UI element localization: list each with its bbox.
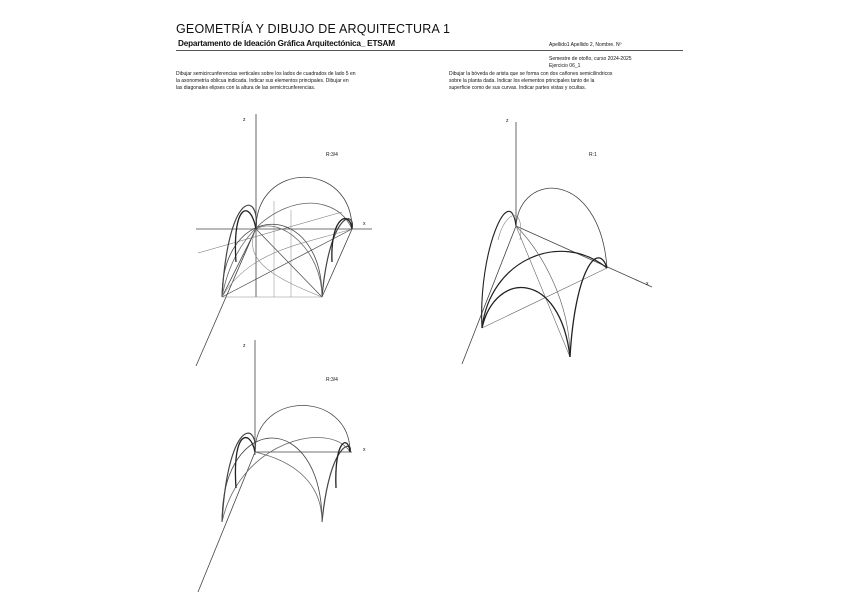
vault-diagonal bbox=[482, 268, 607, 328]
axis-z-label: z bbox=[243, 117, 246, 123]
axis-x-label: x bbox=[646, 281, 649, 287]
diagonal-ellipse bbox=[255, 452, 322, 522]
barrel-vault-back bbox=[516, 188, 607, 268]
construction-line bbox=[198, 212, 342, 253]
axis-oblique bbox=[198, 452, 255, 592]
student-name-field: Apellido1 Apellido 2, Nombre. Nº bbox=[549, 42, 622, 48]
figure-groin-vault bbox=[462, 122, 652, 364]
scale-ratio-label: R:3/4 bbox=[326, 152, 338, 158]
diagonal-ellipse bbox=[222, 438, 350, 522]
semicircle-left-small bbox=[235, 211, 256, 262]
axis-oblique bbox=[462, 226, 516, 364]
exercise-number: Ejercicio 06_1 bbox=[549, 63, 581, 69]
semicircle-front bbox=[222, 224, 322, 297]
vault-diagonal bbox=[516, 226, 570, 357]
groin-curve bbox=[482, 251, 607, 328]
instruction-line: la axonometría oblicua indicada. Indicar sus elementos principales. Dibujar en bbox=[176, 78, 349, 85]
figure-semicircles-axonometric bbox=[196, 114, 372, 366]
instruction-line: Dibujar semicircunferencias verticales sobre los lados de cuadrados de lado 5 en bbox=[176, 71, 356, 77]
instruction-line: Dibujar la bóveda de arista que se forma con dos cañones semicilíndricos bbox=[449, 71, 613, 77]
semester-text: Semestre de otoño, curso 2024-2025 bbox=[549, 56, 632, 62]
scale-ratio-label: R:1 bbox=[589, 152, 597, 158]
barrel-arch-front bbox=[482, 288, 570, 357]
axis-z-label: z bbox=[506, 118, 509, 124]
semicircle-left-small bbox=[235, 438, 255, 488]
diagonal bbox=[256, 229, 322, 297]
barrel-arch-right bbox=[570, 258, 607, 357]
axis-x bbox=[516, 226, 652, 287]
axis-z-label: z bbox=[243, 343, 246, 349]
semicircle-right-small bbox=[332, 219, 352, 262]
document-title: GEOMETRÍA Y DIBUJO DE ARQUITECTURA 1 bbox=[176, 22, 451, 36]
semicircle-back bbox=[255, 406, 350, 453]
axis-x-label: x bbox=[363, 221, 366, 227]
axis-x-label: x bbox=[363, 447, 366, 453]
instruction-line: las diagonales elipses con la altura de las semicircunferencias. bbox=[176, 85, 316, 92]
department-subtitle: Departamento de Ideación Gráfica Arquitectónica_ ETSAM bbox=[178, 39, 395, 48]
instruction-line: superficie como de sus curvas. Indicar partes vistas y ocultas. bbox=[449, 85, 587, 92]
scale-ratio-label: R:3/4 bbox=[326, 377, 338, 383]
instruction-line: sobre la planta dada. Indicar los elementos principales tanto de la bbox=[449, 78, 595, 85]
